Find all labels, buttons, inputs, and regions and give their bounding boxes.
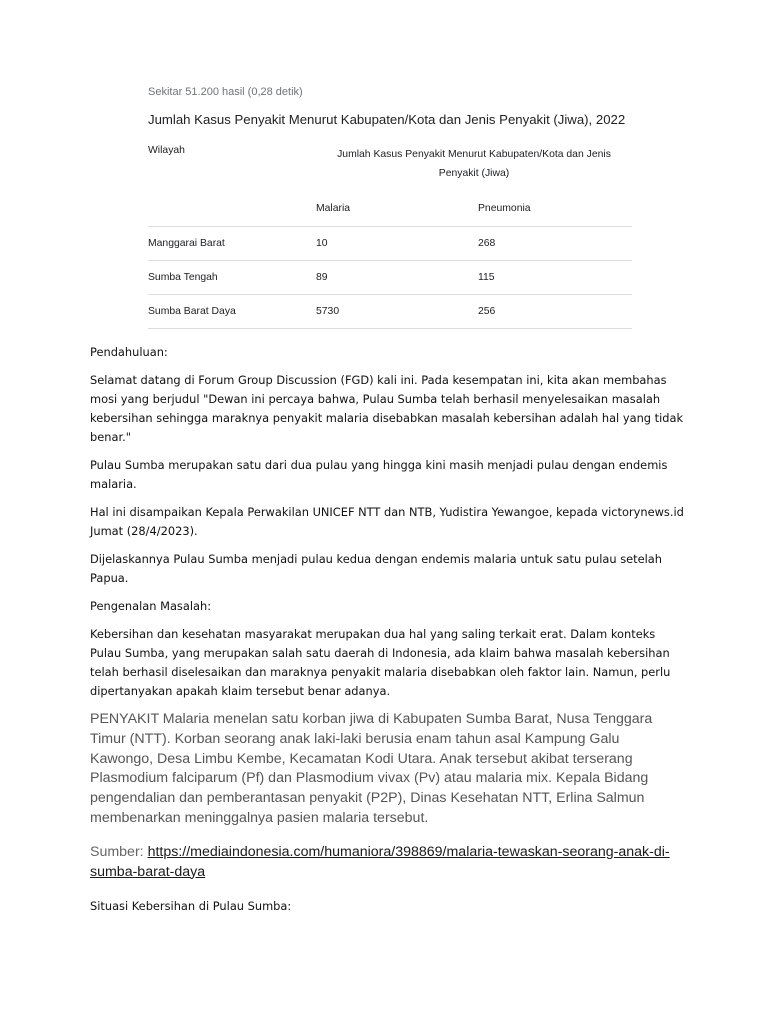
document-body <box>90 343 685 925</box>
heading-problem: Pengenalan Masalah: <box>90 599 212 613</box>
cell-wilayah: Manggarai Barat <box>148 227 316 261</box>
source-label: Sumber: <box>90 843 144 860</box>
source-citation <box>90 843 685 883</box>
paragraph-endemic: Pulau Sumba merupakan satu dari dua pulau yang hingga kini masih menjadi pulau dengan endemis malaria. <box>90 458 668 491</box>
paragraph-welcome: Selamat datang di Forum Group Discussion (FGD) kali ini. Pada kesempatan ini, kita akan membahas mosi yang berjudul "Dewan ini percaya bahwa, Pulau Sumba telah berhasil menyelesaikan masalah kebersihan sehingga maraknya penyakit malaria disebabkan masalah kebersihan adalah hal yang tidak benar." <box>90 373 684 444</box>
table-row <box>148 227 632 261</box>
column-header-malaria: Malaria <box>316 190 478 227</box>
cell-wilayah: Sumba Tengah <box>148 261 316 295</box>
paragraph-unicef: Hal ini disampaikan Kepala Perwakilan UNICEF NTT dan NTB, Yudistira Yewangoe, kepada victorynews.id Jumat (28/4/2023). <box>90 505 684 538</box>
cell-pneumonia: 115 <box>478 261 632 295</box>
column-header-spacer <box>148 190 316 227</box>
heading-introduction: Pendahuluan: <box>90 345 168 359</box>
cell-malaria: 5730 <box>316 295 478 329</box>
source-link[interactable]: https://mediaindonesia.com/humaniora/398869/malaria-tewaskan-seorang-anak-di-sumba-barat-daya <box>90 843 670 880</box>
cell-malaria: 89 <box>316 261 478 295</box>
column-header-group: Jumlah Kasus Penyakit Menurut Kabupaten/Kota dan Jenis Penyakit (Jiwa) <box>337 149 611 179</box>
heading-situation: Situasi Kebersihan di Pulau Sumba: <box>90 899 292 914</box>
column-header-pneumonia: Pneumonia <box>478 190 632 227</box>
column-header-wilayah: Wilayah <box>148 145 185 156</box>
result-stats: Sekitar 51.200 hasil (0,28 detik) <box>148 86 303 98</box>
cell-malaria: 10 <box>316 227 478 261</box>
cell-wilayah: Sumba Barat Daya <box>148 295 316 329</box>
paragraph-problem: Kebersihan dan kesehatan masyarakat merupakan dua hal yang saling terkait erat. Dalam konteks Pulau Sumba, yang merupakan salah satu daerah di Indonesia, ada klaim bahwa masalah kebersihan telah berhasil diselesaikan dan maraknya penyakit malaria disebabkan oleh faktor lain. Namun, perlu dipertanyakan apakah klaim tersebut benar adanya. <box>90 627 671 698</box>
disease-cases-table <box>148 145 632 329</box>
table-row <box>148 295 632 329</box>
cell-pneumonia: 256 <box>478 295 632 329</box>
news-quote: PENYAKIT Malaria menelan satu korban jiwa di Kabupaten Sumba Barat, Nusa Tenggara Timur (NTT). Korban seorang anak laki-laki berusia enam tahun asal Kampung Galu Kawongo, Desa Limbu Kembe, Kecamatan Kodi Utara. Anak tersebut akibat terserang Plasmodium falciparum (Pf) dan Plasmodium vivax (Pv) atau malaria mix. Kepala Bidang pengendalian dan pemberantasan penyakit (P2P), Dinas Kesehatan NTT, Erlina Salmun membenarkan meninggalnya pasien malaria tersebut. <box>90 711 653 826</box>
table-row <box>148 261 632 295</box>
search-result-snippet <box>148 86 638 329</box>
cell-pneumonia: 268 <box>478 227 632 261</box>
table-title: Jumlah Kasus Penyakit Menurut Kabupaten/Kota dan Jenis Penyakit (Jiwa), 2022 <box>148 112 626 127</box>
paragraph-papua: Dijelaskannya Pulau Sumba menjadi pulau kedua dengan endemis malaria untuk satu pulau setelah Papua. <box>90 552 662 585</box>
